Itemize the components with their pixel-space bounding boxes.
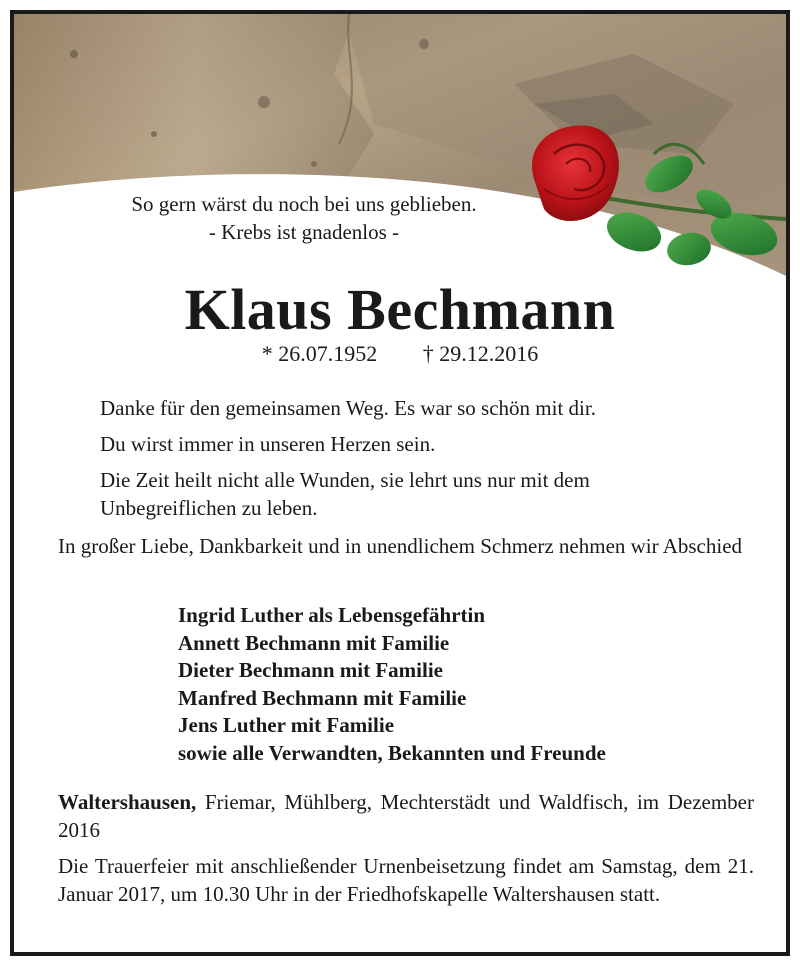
time-quote: Die Zeit heilt nicht alle Wunden, sie lehrt uns nur mit dem Unbegreiflichen zu leben. <box>100 468 590 520</box>
hearts-line: Du wirst immer in unseren Herzen sein. <box>100 432 436 456</box>
mourner-3: Dieter Bechmann mit Familie <box>178 658 443 682</box>
deceased-name: Klaus Bechmann <box>184 277 616 342</box>
farewell-text: In großer Liebe, Dankbarkeit und in unendlichem Schmerz nehmen wir Abschied <box>58 534 743 558</box>
mourners-list <box>178 602 606 767</box>
place-and-date <box>58 788 754 844</box>
mourner-5: Jens Luther mit Familie <box>178 713 395 737</box>
mourner-6: sowie alle Verwandten, Bekannten und Freunde <box>178 740 606 765</box>
motto-line-2: - Krebs ist gnadenlos - <box>208 220 400 244</box>
mourner-4: Manfred Bechmann mit Familie <box>178 685 467 710</box>
thanks-line: Danke für den gemeinsamen Weg. Es war so schön mit dir. <box>100 396 596 420</box>
motto <box>14 190 594 246</box>
stone-background-image <box>14 14 786 314</box>
place-rest: Friemar, Mühlberg, Mechterstädt und Waldfisch, im Dezember 2016 <box>58 790 754 842</box>
obituary-card <box>10 10 790 956</box>
ceremony-info: Die Trauerfeier mit anschließender Urnenbeisetzung findet am Samstag, dem 21. Januar 2017, um 10.30 Uhr in der Friedhofskapelle Waltershausen statt. <box>58 854 754 906</box>
mourner-1: Ingrid Luther als Lebensgefährtin <box>178 603 486 627</box>
motto-line-1: So gern wärst du noch bei uns geblieben. <box>131 192 477 216</box>
life-dates <box>14 340 786 368</box>
place-main: Waltershausen, <box>58 790 197 814</box>
mourner-2: Annett Bechmann mit Familie <box>178 630 450 655</box>
death-date: † 29.12.2016 <box>422 341 539 366</box>
birth-date: * 26.07.1952 <box>261 341 378 366</box>
